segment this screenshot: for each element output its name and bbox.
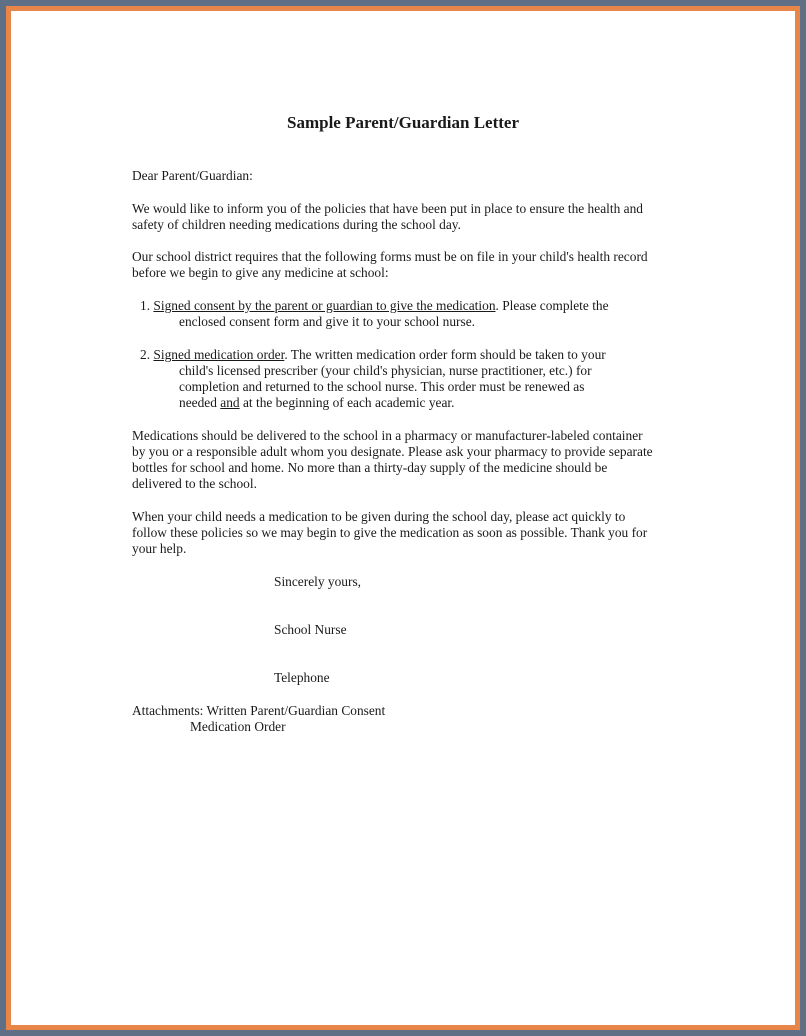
- list-item-1-number: 1.: [140, 298, 151, 313]
- list-item-2-line-2: child's licensed prescriber (your child's physician, nurse practitioner, etc.) for: [179, 363, 592, 378]
- paragraph-2-line-1: Our school district requires that the following forms must be on file in your child's health record: [132, 249, 648, 264]
- list-item-1-rest: . Please complete the: [495, 298, 609, 313]
- paragraph-4-line-2: follow these policies so we may begin to give the medication as soon as possible. Thank you for: [132, 525, 648, 540]
- list-item-2-line-4-b: at the beginning of each academic year.: [239, 395, 455, 410]
- document-border: [6, 6, 800, 1030]
- paragraph-3-line-2: by you or a responsible adult whom you designate. Please ask your pharmacy to provide separate: [132, 444, 653, 459]
- paragraph-2-line-2: before we begin to give any medicine at school:: [132, 265, 389, 280]
- paragraph-1-line-2: safety of children needing medications during the school day.: [132, 217, 461, 232]
- list-item-1-line-2: enclosed consent form and give it to your school nurse.: [179, 314, 476, 329]
- document-page: [19, 19, 787, 1017]
- attachments-line-2: Medication Order: [190, 719, 286, 734]
- paragraph-3-line-4: delivered to the school.: [132, 476, 257, 491]
- signature-name: School Nurse: [274, 622, 347, 637]
- closing: Sincerely yours,: [274, 574, 362, 589]
- list-item-2-line-4-underlined: and: [220, 395, 240, 410]
- list-item-1-underlined: Signed consent by the parent or guardian to give the medication: [153, 298, 496, 313]
- list-item-2-number: 2.: [140, 347, 151, 362]
- paragraph-1-line-1: We would like to inform you of the policies that have been put in place to ensure the health and: [132, 201, 643, 216]
- attachments-line-1: Attachments: Written Parent/Guardian Consent: [132, 703, 386, 718]
- paragraph-4-line-3: your help.: [132, 541, 187, 556]
- list-item-2-line-4-a: needed: [179, 395, 221, 410]
- list-item-2-line-3: completion and returned to the school nurse. This order must be renewed as: [179, 379, 585, 394]
- letter-title: Sample Parent/Guardian Letter: [287, 113, 519, 132]
- list-item-1: [140, 298, 609, 314]
- paragraph-3-line-3: bottles for school and home. No more than a thirty-day supply of the medicine should be: [132, 460, 608, 475]
- list-item-2-rest: . The written medication order form should be taken to your: [284, 347, 606, 362]
- paragraph-3-line-1: Medications should be delivered to the school in a pharmacy or manufacturer-labeled container: [132, 428, 643, 443]
- list-item-2: [140, 347, 606, 363]
- salutation: Dear Parent/Guardian:: [132, 168, 253, 183]
- signature-telephone: Telephone: [274, 670, 330, 685]
- paragraph-4-line-1: When your child needs a medication to be given during the school day, please act quickly to: [132, 509, 626, 524]
- list-item-2-underlined: Signed medication order: [153, 347, 285, 362]
- list-item-2-line-4: [179, 395, 455, 411]
